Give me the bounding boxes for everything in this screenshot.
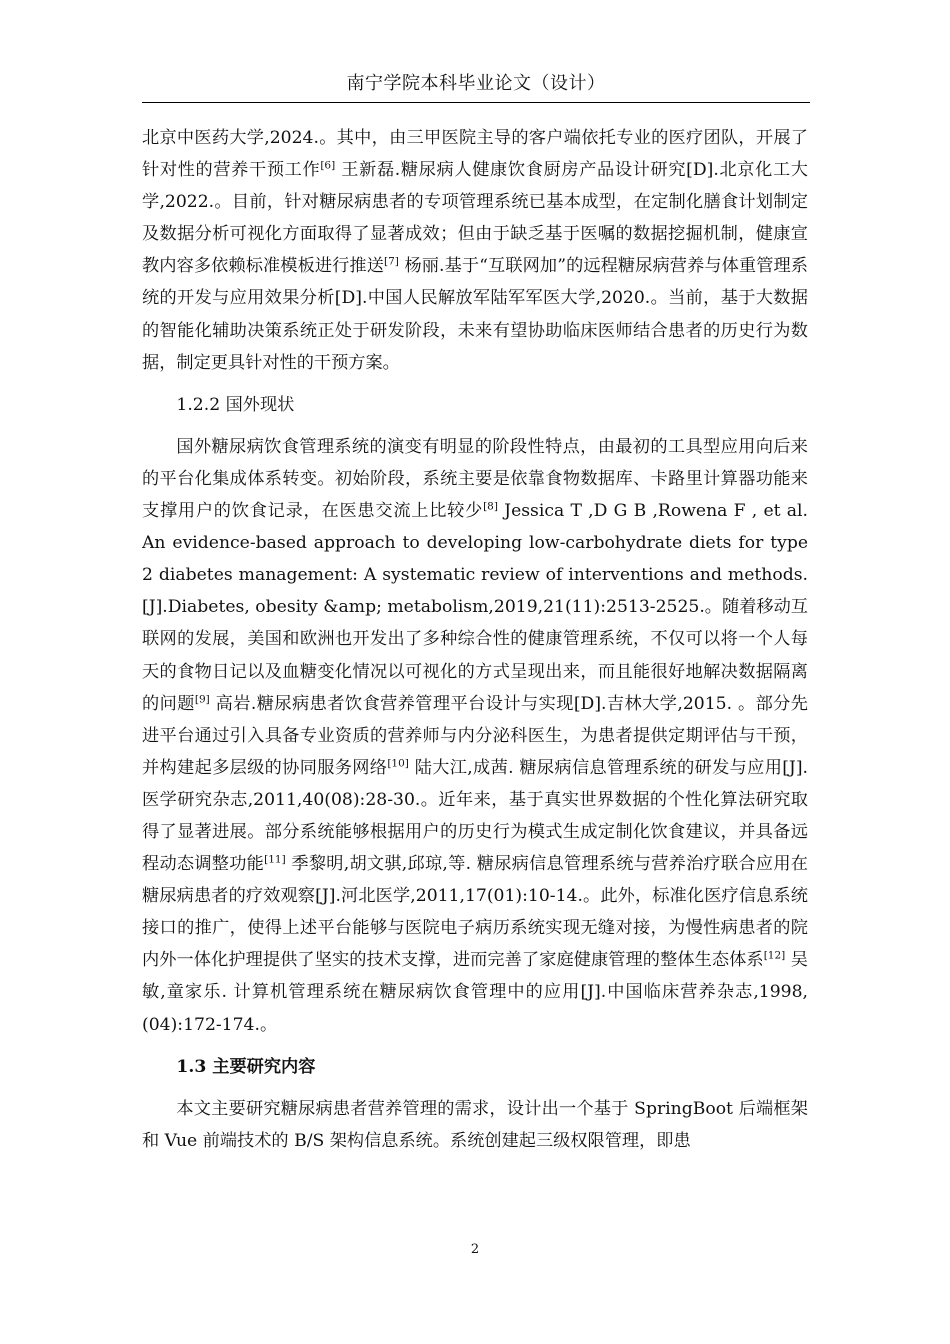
citation-marker: [8] — [483, 500, 498, 513]
text-segment: 高岩.糖尿病患者饮食营养管理平台设计与实现[D].吉林大学,2015. 。部分先进平台通过引入具备专业资质的营养师与内分泌科医生，为患者提供定期评估与干预，并构建起多层级的协同服务网络 — [142, 693, 808, 778]
section-heading-main-research: 1.3 主要研究内容 — [176, 1056, 316, 1077]
page-body — [142, 122, 808, 1157]
text-segment: 本文主要研究糖尿病患者营养管理的需求，设计出一个基于 SpringBoot 后端框架和 Vue 前端技术的 B/S 架构信息系统。系统创建起三级权限管理，即患 — [142, 1098, 808, 1151]
text-segment: 杨丽.基于“互联网加”的远程糖尿病营养与体重管理系统的开发与应用效果分析[D].中国人民解放军陆军军医大学,2020.。当前，基于大数据的智能化辅助决策系统正处于研发阶段，未来有望协助临床医师结合患者的历史行为数据，制定更具针对性的干预方案。 — [142, 256, 808, 373]
citation-marker: [10] — [387, 757, 409, 770]
paragraph-domestic-status-end — [142, 122, 808, 379]
page-number: 2 — [470, 1242, 480, 1257]
citation-marker: [6] — [320, 159, 336, 172]
paragraph-foreign-status — [142, 431, 808, 1041]
text-segment: 北京中医药大学,2024.。其中，由三甲医院主导的客户端依托专业的医疗团队，开展了针对性的营养干预工作 — [142, 128, 808, 181]
citation-marker: [9] — [194, 692, 210, 705]
text-segment: 国外糖尿病饮食管理系统的演变有明显的阶段性特点，由最初的工具型应用向后来的平台化集成体系转变。初始阶段，系统主要是依靠食物数据库、卡路里计算器功能来支撑用户的饮食记录，在医患交流上比较少 — [142, 436, 808, 522]
text-segment: 王新磊.糖尿病人健康饮食厨房产品设计研究[D].北京化工大学,2022.。目前，针对糖尿病患者的专项管理系统已基本成型，在定制化膳食计划制定及数据分析可视化方面取得了显著成效；但由于缺乏基于医嘱的数据挖掘机制，健康宣教内容多依赖标准模板进行推送 — [142, 160, 808, 277]
subsection-heading-foreign-status: 1.2.2 国外现状 — [176, 394, 295, 415]
text-segment: 季黎明,胡文骐,邱琼,等. 糖尿病信息管理系统与营养治疗联合应用在糖尿病患者的疗效观察[J].河北医学,2011,17(01):10-14.。此外，标准化医疗信息系统接口的推广，使得上述平台能够与医院电子病历系统实现无缝对接，为慢性病患者的院内外一体化护理提供了坚实的技术支撑，进而完善了家庭健康管理的整体生态体系 — [142, 854, 808, 971]
citation-marker: [11] — [264, 853, 286, 866]
running-header: 南宁学院本科毕业论文（设计） — [142, 66, 810, 103]
citation-marker: [7] — [384, 255, 399, 268]
text-segment: Jessica T ,D G B ,Rowena F , et al. An evidence-based approach to developing low-carbohydrate diets for type 2 diabetes management: A systematic review of interventions and methods.[J].Diabetes, obesity &amp; metabolism,2019,21(11):2513-2525.。随着移动互联网的发展，美国和欧洲也开发出了多种综合性的健康管理系统，不仅可以将一个人每天的食物日记以及血糖变化情况以可视化的方式呈现出来，而且能很好地解决数据隔离的问题 — [142, 501, 808, 714]
text-segment: 吴敏,童家乐. 计算机管理系统在糖尿病饮食管理中的应用[J].中国临床营养杂志,1998,(04):172-174.。 — [142, 950, 808, 1035]
paragraph-main-research — [142, 1093, 808, 1157]
text-segment: 陆大江,成茜. 糖尿病信息管理系统的研发与应用[J].医学研究杂志,2011,40(08):28-30.。近年来，基于真实世界数据的个性化算法研究取得了显著进展。部分系统能够根据用户的历史行为模式生成定制化饮食建议，并具备远程动态调整功能 — [142, 757, 808, 875]
citation-marker: [12] — [763, 949, 786, 962]
